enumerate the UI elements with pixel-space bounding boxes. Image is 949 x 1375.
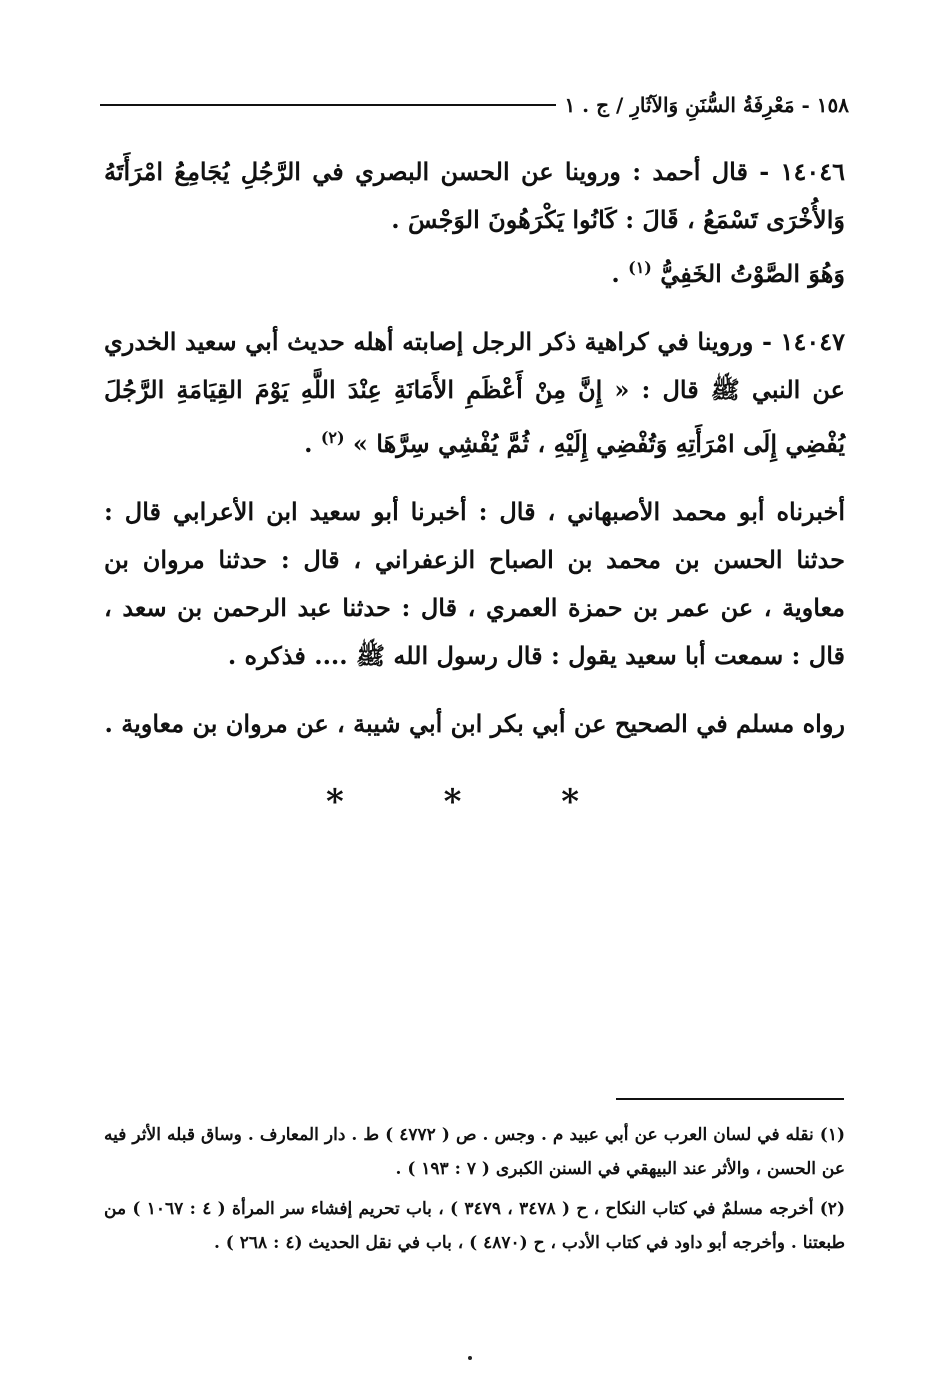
footnote-reference-2[interactable]: (٢) bbox=[320, 428, 345, 447]
paragraph-isnad bbox=[104, 488, 845, 680]
paragraph-gloss bbox=[104, 244, 845, 298]
footnote-rule bbox=[616, 1098, 844, 1100]
section-separator: * * * bbox=[325, 782, 623, 822]
paragraph-14047 bbox=[104, 318, 845, 468]
paragraph-text: ١٤٠٤٦ - قال أحمد : وروينا عن الحسن البصري في الرَّجُلِ يُجَامِعُ امْرَأَتَهُ وَالأُخْرَى تَسْمَعُ ، قَالَ : كَانُوا يَكْرَهُونَ الوَجْسَ . bbox=[104, 157, 845, 234]
paragraph-text: وَهُوَ الصَّوْتُ الخَفِيُّ bbox=[660, 259, 845, 288]
header-rule bbox=[100, 104, 556, 106]
footnote-2: (٢) أخرجه مسلمٌ في كتاب النكاح ، ح ( ٣٤٧٨ ، ٣٤٧٩ ) ، باب تحريم إفشاء سر المرأة ( ٤ : ١٠٦٧ ) من طبعتنا . وأخرجه أبو داود في كتاب الأدب ، ح (٤٨٧٠ ) ، باب في نقل الحديث (٤ : ٢٦٨ ) . bbox=[104, 1199, 845, 1253]
footnotes bbox=[104, 1118, 845, 1266]
paragraph-14046 bbox=[104, 148, 845, 244]
running-title: ١٥٨ - مَعْرِفَةُ السُّنَنِ وَالآثَارِ / ج . ١ bbox=[564, 93, 849, 117]
footnote-1: (١) نقله في لسان العرب عن أبي عبيد م . وجس . ص ( ٤٧٧٢ ) ط . دار المعارف . وساق قبله الأثر فيه عن الحسن ، والأثر عند البيهقي في السنن الكبرى ( ٧ : ١٩٣ ) . bbox=[104, 1125, 845, 1179]
page-mark bbox=[468, 1356, 472, 1360]
paragraph-text: رواه مسلم في الصحيح عن أبي بكر ابن أبي شيبة ، عن مروان بن معاوية . bbox=[104, 709, 845, 738]
paragraph-tail: . bbox=[611, 259, 620, 288]
page-header bbox=[100, 88, 849, 122]
paragraph-muslim bbox=[104, 700, 845, 748]
paragraph-text: ١٤٠٤٧ - وروينا في كراهية ذكر الرجل إصابته أهله حديث أبي سعيد الخدري عن النبي ﷺ قال : « إِنَّ مِنْ أَعْظَمِ الأَمَانَةِ عِنْدَ اللَّهِ يَوْمَ القِيَامَةِ الرَّجُلَ يُفْضِي إِلَى امْرَأَتِهِ وَتُفْضِي إِلَيْهِ ، ثُمَّ يُفْشِي سِرَّهَا » bbox=[104, 327, 845, 458]
footnote-reference-1[interactable]: (١) bbox=[628, 258, 652, 277]
main-text bbox=[104, 148, 845, 758]
paragraph-text: أخبرناه أبو محمد الأصبهاني ، قال : أخبرنا أبو سعيد ابن الأعرابي قال : حدثنا الحسن بن محمد بن الصباح الزعفراني ، قال : حدثنا مروان بن معاوية ، عن عمر بن حمزة العمري ، قال : حدثنا عبد الرحمن بن سعد ، قال : سمعت أبا سعيد يقول : قال رسول الله ﷺ .... فذكره . bbox=[104, 497, 846, 670]
paragraph-tail: . bbox=[304, 429, 313, 458]
